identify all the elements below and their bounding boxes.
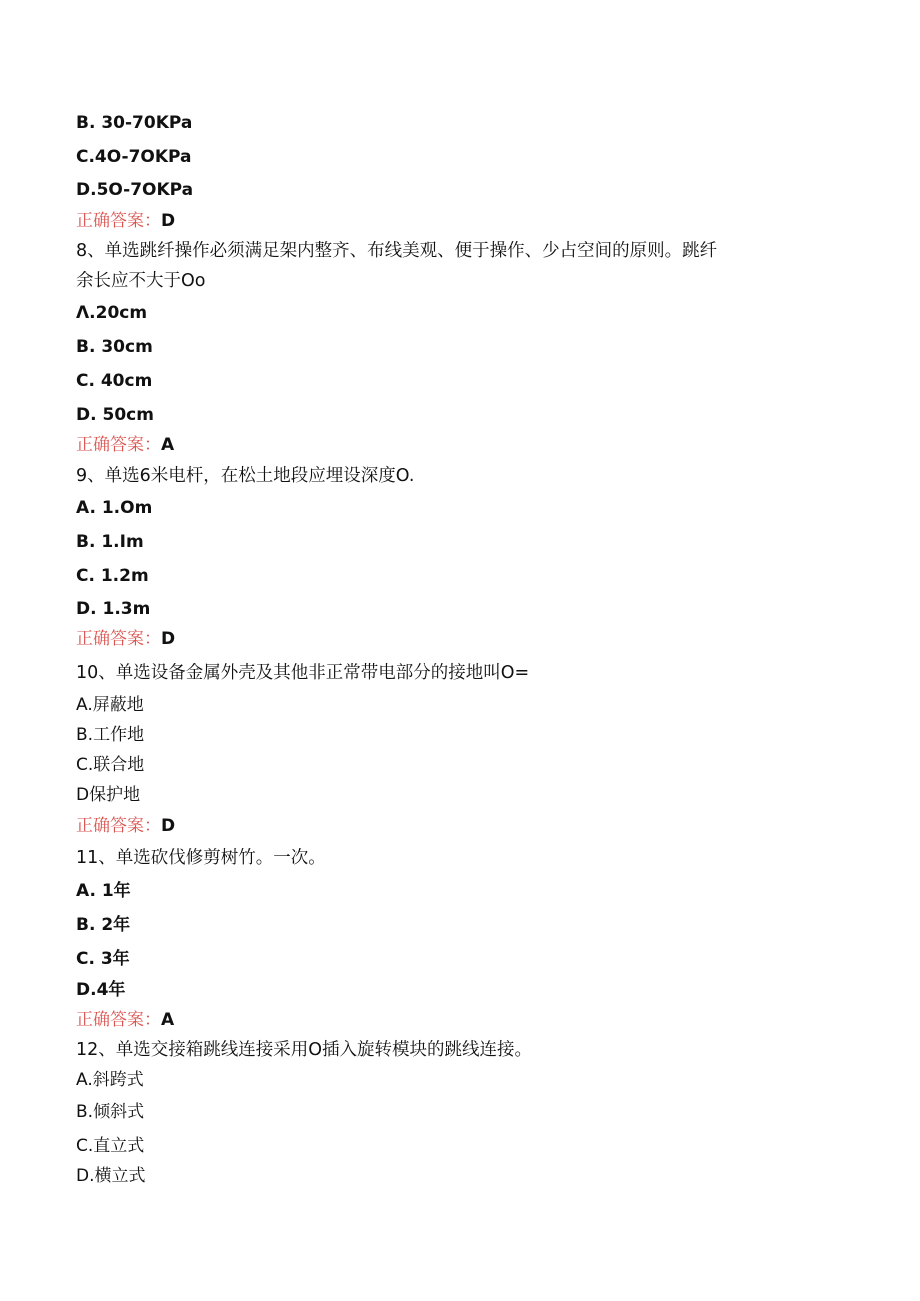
q11-option-a: A. 1年: [76, 881, 131, 901]
question-12-text: 12、单选交接箱跳线连接采用O插入旋转模块的跳线连接。: [76, 1040, 533, 1060]
q8-answer: [76, 433, 174, 457]
q11-option-b: B. 2年: [76, 915, 131, 935]
answer-value: D: [161, 816, 176, 836]
q11-answer: [76, 1008, 174, 1032]
q8-option-b: B. 30cm: [76, 337, 153, 357]
q12-option-b: B.倾斜式: [76, 1102, 145, 1122]
q10-option-a: A.屏蔽地: [76, 695, 144, 715]
q11-option-c: C. 3年: [76, 949, 130, 969]
q9-option-b: B. 1.Im: [76, 532, 144, 552]
answer-label: 正确答案：: [76, 211, 161, 231]
q8-option-d: D. 50cm: [76, 405, 154, 425]
q12-option-d: D.横立式: [76, 1166, 146, 1186]
q9-option-a: A. 1.Om: [76, 498, 153, 518]
q10-option-b: B.工作地: [76, 725, 145, 745]
q10-option-c: C.联合地: [76, 755, 145, 775]
q10-option-d: D保护地: [76, 785, 141, 805]
question-9-text: 9、单选6米电杆，在松土地段应埋设深度O.: [76, 466, 415, 486]
q12-option-c: C.直立式: [76, 1136, 145, 1156]
q10-answer: [76, 814, 175, 838]
answer-label: 正确答案：: [76, 816, 161, 836]
answer-value: A: [161, 435, 175, 455]
question-10-text: 10、单选设备金属外壳及其他非正常带电部分的接地叫O=: [76, 663, 530, 683]
prev-option-d: D.5O-7OKPa: [76, 180, 194, 200]
q8-option-a: Λ.20cm: [76, 303, 148, 323]
q8-option-c: C. 40cm: [76, 371, 153, 391]
q9-option-c: C. 1.2m: [76, 566, 149, 586]
answer-label: 正确答案：: [76, 629, 161, 649]
q9-option-d: D. 1.3m: [76, 599, 151, 619]
answer-label: 正确答案：: [76, 1010, 161, 1030]
prev-answer: [76, 209, 175, 233]
q11-option-d: D.4年: [76, 980, 126, 1000]
q9-answer: [76, 627, 175, 651]
answer-value: A: [161, 1010, 175, 1030]
q12-option-a: A.斜跨式: [76, 1070, 144, 1090]
question-8-text-line1: 8、单选跳纤操作必须满足架内整齐、布线美观、便于操作、少占空间的原则。跳纤: [76, 241, 718, 261]
answer-label: 正确答案：: [76, 435, 161, 455]
answer-value: D: [161, 629, 176, 649]
prev-option-b: B. 30-70KPa: [76, 113, 193, 133]
question-8-text-line2: 余长应不大于Oo: [76, 271, 206, 291]
question-11-text: 11、单选砍伐修剪树竹。一次。: [76, 848, 326, 868]
answer-value: D: [161, 211, 176, 231]
prev-option-c: C.4O-7OKPa: [76, 147, 192, 167]
